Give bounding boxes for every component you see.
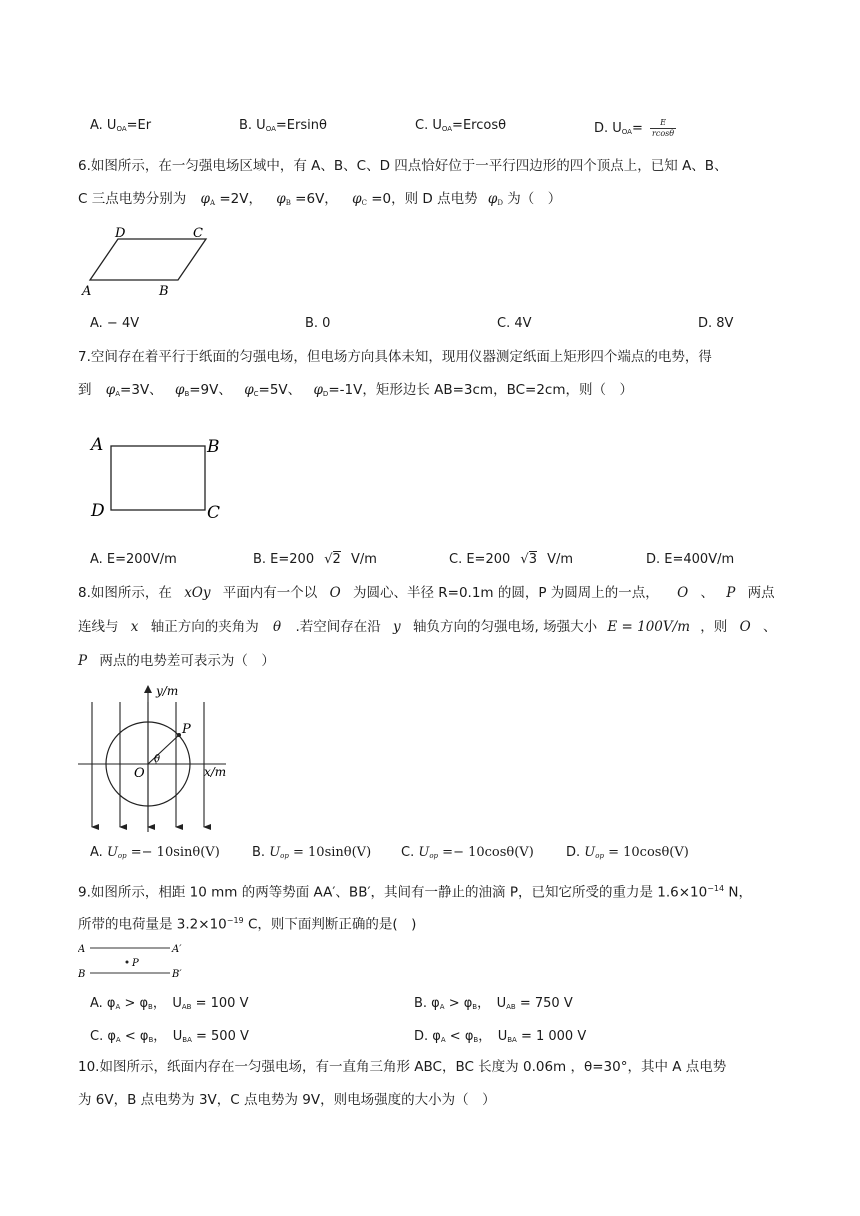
label-b: B (78, 969, 86, 980)
circle-field-figure (76, 682, 236, 832)
oil-drop-p (126, 961, 129, 964)
x-axis-label: x/m (204, 765, 227, 779)
question-9-line2: 所带的电荷量是 $3.2\times 10^{-19}$ C，则下面判断正确的是( ) (78, 916, 417, 933)
parallelogram-figure (78, 222, 218, 300)
label-d: D (91, 501, 105, 521)
q7-option-c[interactable]: C. E=200 √3 V/m (449, 552, 574, 567)
q8-option-d[interactable]: D. $U_{op} = 10\cos\theta(V)$ (566, 845, 689, 860)
q5-option-c[interactable]: C. $U_{OA}=Ercos\theta$ (415, 118, 507, 133)
q8-option-c[interactable]: C. $U_{op} =- 10\cos\theta(V)$ (401, 845, 534, 860)
q9-option-a[interactable]: A. $\varphi_A > \varphi_B$， $U_{AB} = 100$ V (90, 996, 249, 1011)
sqrt-symbol: √2 (324, 552, 341, 567)
question-6-line2: C 三点电势分别为 $\varphi_A =2V$， $\varphi_B =6V$， $\varphi_C =0$，则 D 点电势 $\varphi_D$ 为（ ） (78, 191, 562, 207)
q5-option-a[interactable]: A. $U_{OA}=Er$ (90, 118, 152, 133)
label-b-prime: B′ (172, 969, 182, 980)
label-o: O (134, 766, 145, 781)
radius-op (148, 735, 179, 764)
label-b: B (207, 437, 220, 457)
q6-option-c[interactable]: C. 4V (497, 316, 532, 331)
q5-option-b[interactable]: B. $U_{OA}=Ersin\theta$ (239, 118, 327, 133)
q8-option-b[interactable]: B. $U_{op} = 10\sin\theta(V)$ (252, 845, 372, 860)
q5-option-d[interactable]: D. $U_{OA}=$ $\frac{E}{rcos\theta}$ (594, 118, 675, 138)
equipotential-figure (78, 938, 198, 984)
label-c: C (207, 503, 221, 523)
label-a-prime: A′ (172, 944, 182, 955)
question-8-line2: 连线与 x 轴正方向的夹角为 θ .若空间存在沿 y 轴负方向的匀强电场, 场强大小 E = 100V/m ，则 O 、 (78, 619, 777, 635)
y-axis-label: y/m (156, 684, 179, 698)
label-c: C (193, 226, 203, 241)
q6-option-a[interactable]: A. − 4V (90, 316, 140, 331)
q7-option-d[interactable]: D. E=400V/m (646, 552, 735, 567)
rectangle-figure (86, 430, 231, 525)
q7-option-b[interactable]: B. E=200 √2 V/m (253, 552, 377, 567)
q6-option-d[interactable]: D. 8V (698, 316, 734, 331)
label-b: B (159, 284, 169, 299)
fraction: $\frac{E}{rcos\theta}$ (652, 118, 675, 138)
label-p: P (132, 958, 139, 969)
q8-option-a[interactable]: A. $U_{op} =- 10\sin\theta(V)$ (90, 845, 220, 860)
label-a: A (91, 435, 104, 455)
question-8-line3: P 两点的电势差可表示为（ ） (78, 653, 275, 669)
q9-option-c[interactable]: C. $\varphi_A < \varphi_B$， $U_{BA} = 500$ V (90, 1029, 249, 1044)
q6-option-b[interactable]: B. 0 (305, 316, 331, 331)
question-8-line1: 8.如图所示，在 xOy 平面内有一个以 O 为圆心、半径 R=0.1m 的圆，P 为圆周上的一点， O 、 P 两点 (78, 585, 775, 601)
q9-option-d[interactable]: D. $\varphi_A < \varphi_B$， $U_{BA} = 1$ 000 V (414, 1029, 587, 1044)
label-a: A (82, 284, 92, 299)
question-9-line1: 9.如图所示，相距 10 mm 的两等势面 AA′、BB′，其间有一静止的油滴 P，已知它所受的重力是 $1.6\times 10^{-14}$ N， (78, 884, 752, 901)
question-7-line2: 到 φA=3V、 φB=9V、 φC=5V、 φD=-1V，矩形边长 AB=3cm，BC=2cm，则（ ） (78, 382, 634, 398)
sqrt-symbol: √3 (520, 552, 537, 567)
question-6-text: 6.如图所示，在一匀强电场区域中，有 A、B、C、D 四点恰好位于一平行四边形的四个顶点上，已知 A、B、 (78, 158, 728, 174)
question-7-text: 7.空间存在着平行于纸面的匀强电场，但电场方向具体未知，现用仪器测定纸面上矩形四个端点的电势，得 (78, 349, 712, 365)
q9-option-b[interactable]: B. $\varphi_A > \varphi_B$， $U_{AB} = 750$ V (414, 996, 573, 1011)
label-d: D (115, 226, 126, 241)
parallelogram-shape (90, 239, 206, 280)
label-p: P (182, 722, 191, 737)
label-theta: θ (154, 754, 161, 765)
rectangle-shape (111, 446, 205, 510)
question-10-text: 10.如图所示，纸面内存在一匀强电场，有一直角三角形 ABC，BC 长度为 0.06m ，θ=30°，其中 A 点电势 (78, 1059, 727, 1075)
q7-option-a[interactable]: A. E=200V/m (90, 552, 177, 567)
point-p (177, 733, 181, 737)
label-a: A (78, 944, 86, 955)
question-10-line2: 为 6V，B 点电势为 3V，C 点电势为 9V，则电场强度的大小为（ ） (78, 1092, 496, 1108)
